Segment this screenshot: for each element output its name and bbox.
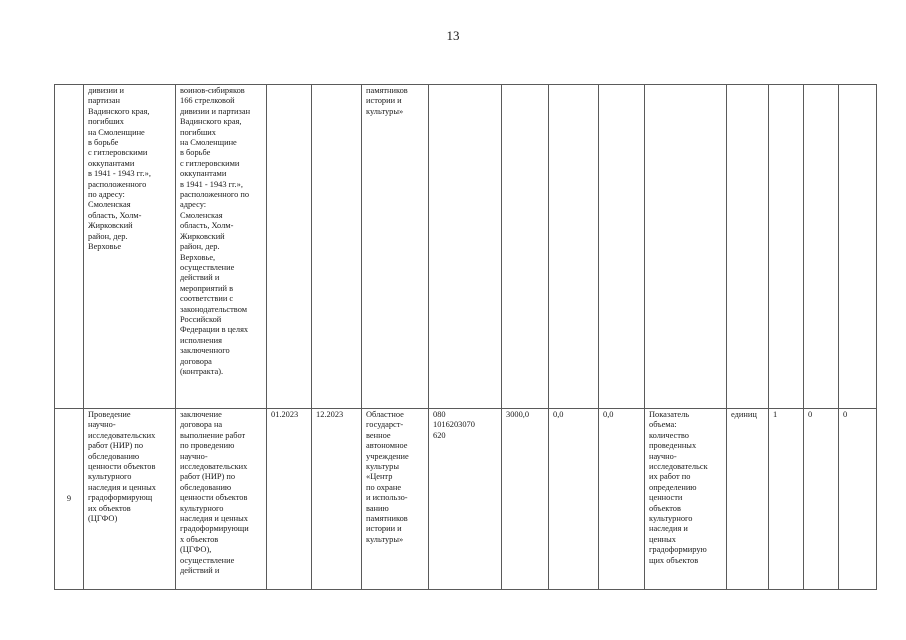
indicator-cell [645, 85, 727, 409]
start-date-cell [267, 85, 312, 409]
unit-cell: единиц [727, 409, 769, 590]
value-2-cell: 0 [804, 409, 839, 590]
activity-content-cell: воинов-сибиряков 166 стрелковой дивизии и партизан Вадинского края, погибших на Смоленщине в борьбе с гитлеровскими оккупантами в 1941 - 1943 гг.», расположенного по адресу: Смоленская область, Холм- Жирковский район, дер. Верховье, осуществление действий и мероприятий в соответствии с законодательством Российской Федерации в целях исполнения заключенного договора (контракта). [176, 85, 267, 409]
table-row [55, 409, 877, 590]
amount-col9-cell [599, 85, 645, 409]
kbk-cell [429, 85, 502, 409]
unit-cell [727, 85, 769, 409]
row-number-cell: 9 [55, 409, 84, 590]
kbk-cell: 080 1016203070 620 [429, 409, 502, 590]
activity-name-cell: дивизии и партизан Вадинского края, погибших на Смоленщине в борьбе с гитлеровскими оккупантами в 1941 - 1943 гг.», расположенного по адресу: Смоленская область, Холм- Жирковский район, дер. Верховье [84, 85, 176, 409]
value-3-cell: 0 [839, 409, 877, 590]
activities-table [54, 84, 877, 590]
amount-cell [502, 85, 549, 409]
value-1-cell [769, 85, 804, 409]
activity-content-cell: заключение договора на выполнение работ по проведению научно- исследовательских работ (НИР) по обследованию ценности объектов культурного наследия и ценных градоформирующи х объектов (ЦГФО), осуществление действий и [176, 409, 267, 590]
end-date-cell: 12.2023 [312, 409, 362, 590]
activity-name-cell: Проведение научно- исследовательских работ (НИР) по обследованию ценности объектов культурного наследия и ценных градоформирующ их объектов (ЦГФО) [84, 409, 176, 590]
indicator-cell: Показатель объема: количество проведенных научно- исследовательск их работ по определению ценности объектов культурного наследия и ценных градоформирую щих объектов [645, 409, 727, 590]
value-1-cell: 1 [769, 409, 804, 590]
executor-cell: Областное государст- венное автономное учреждение культуры «Центр по охране и использо- ванию памятников истории и культуры» [362, 409, 429, 590]
amount-col9-cell: 0,0 [599, 409, 645, 590]
amount-col8-cell [549, 85, 599, 409]
start-date-cell: 01.2023 [267, 409, 312, 590]
page-number: 13 [446, 28, 460, 43]
value-3-cell [839, 85, 877, 409]
amount-col8-cell: 0,0 [549, 409, 599, 590]
end-date-cell [312, 85, 362, 409]
table-row [55, 85, 877, 409]
executor-cell: памятников истории и культуры» [362, 85, 429, 409]
value-2-cell [804, 85, 839, 409]
amount-cell: 3000,0 [502, 409, 549, 590]
row-number-cell [55, 85, 84, 409]
